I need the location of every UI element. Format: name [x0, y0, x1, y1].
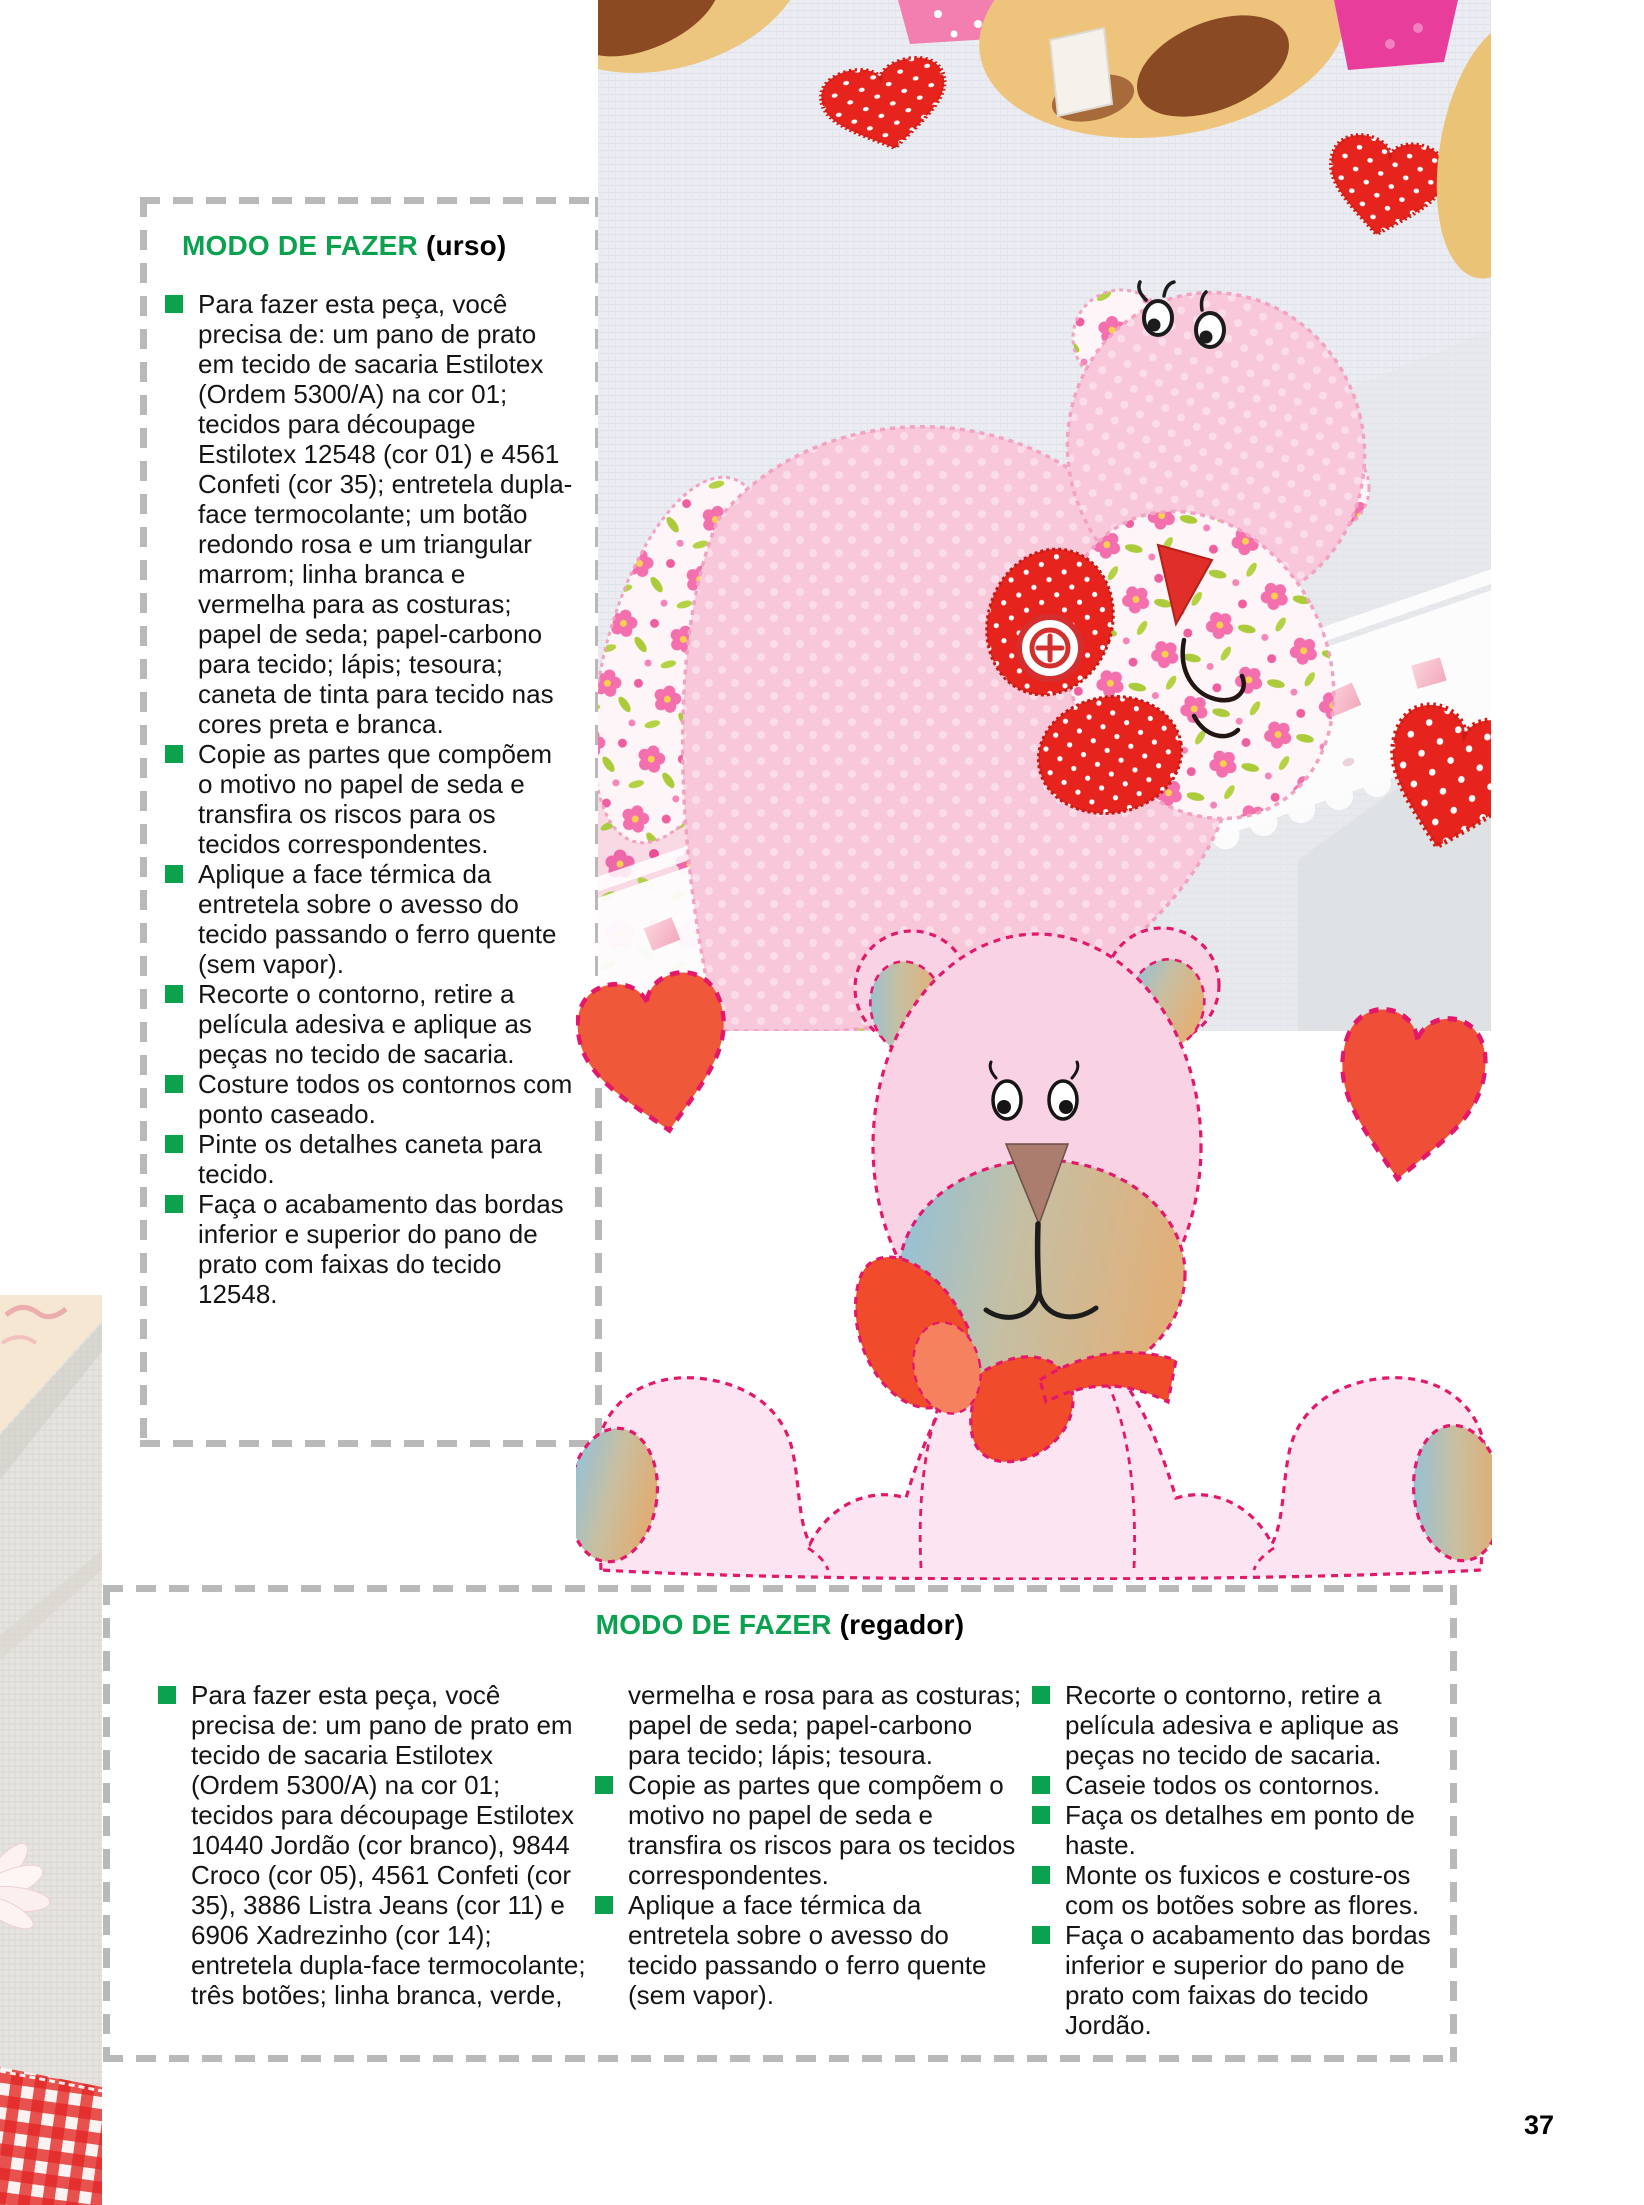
pattern-drawing-bear — [576, 908, 1492, 1580]
pattern-heart-right — [1327, 1004, 1492, 1189]
instruction-text: Faça o acabamento das bordas inferior e superior do pano de prato com faixas do tecido 12548. — [198, 1189, 564, 1309]
instruction-item — [165, 859, 573, 979]
bullet-square-icon — [1032, 1806, 1050, 1824]
bullet-square-icon — [595, 1896, 613, 1914]
instruction-text: Recorte o contorno, retire a película adesiva e aplique as peças no tecido de sacaria. — [198, 979, 532, 1069]
instruction-item-continuation — [595, 1680, 1025, 1770]
title-qualifier: (urso) — [425, 230, 507, 261]
bullet-square-icon — [165, 745, 183, 763]
regador-box-title — [103, 1609, 1457, 1641]
instruction-text: Costure todos os contornos com ponto caseado. — [198, 1069, 573, 1129]
title-qualifier: (regador) — [839, 1609, 965, 1640]
bullet-square-icon — [1032, 1686, 1050, 1704]
instruction-item — [165, 979, 573, 1069]
instruction-item — [1032, 1920, 1455, 2040]
title-text: MODO DE FAZER — [182, 230, 418, 261]
instruction-text: Faça o acabamento das bordas inferior e superior do pano de prato com faixas do tecido Jordão. — [1065, 1920, 1431, 2040]
instruction-text: Faça os detalhes em ponto de haste. — [1065, 1800, 1415, 1860]
instruction-text: Copie as partes que compõem o motivo no papel de seda e transfira os riscos para os tecidos correspondentes. — [198, 739, 553, 859]
instruction-item — [165, 739, 573, 859]
bullet-square-icon — [595, 1776, 613, 1794]
bullet-square-icon — [1032, 1866, 1050, 1884]
urso-instruction-list — [165, 289, 573, 1309]
bullet-square-icon — [165, 1135, 183, 1153]
instruction-item — [595, 1890, 1025, 2010]
instruction-text: Para fazer esta peça, você precisa de: um pano de prato em tecido de sacaria Estilotex (Ordem 5300/A) na cor 01; tecidos para découpage Estilotex 10440 Jordão (cor branco), 9844 Croco (cor 05), 4561 Confeti (cor 35), 3886 Listra Jeans (cor 11) e 6906 Xadrezinho (cor 14); entretela dupla-face termocolante; três botões; linha branca, verde, — [191, 1680, 586, 2010]
instruction-text: Monte os fuxicos e costure-os com os botões sobre as flores. — [1065, 1860, 1420, 1920]
photo-teddy-bear-applique — [598, 0, 1491, 1031]
instruction-text: vermelha e rosa para as costuras; papel de seda; papel-carbono para tecido; lápis; tesoura. — [628, 1680, 1022, 1770]
page-number: 37 — [1524, 2110, 1555, 2140]
instruction-item — [165, 1189, 573, 1309]
instruction-item — [165, 1069, 573, 1129]
instruction-item — [165, 1129, 573, 1189]
instruction-text: Caseie todos os contornos. — [1065, 1770, 1381, 1800]
title-text: MODO DE FAZER — [595, 1609, 832, 1640]
regador-column-1 — [158, 1680, 586, 2010]
instruction-item — [1032, 1860, 1455, 1920]
regador-column-3 — [1032, 1680, 1455, 2040]
regador-column-2 — [595, 1680, 1025, 2010]
instruction-text: Para fazer esta peça, você precisa de: um pano de prato em tecido de sacaria Estilotex (Ordem 5300/A) na cor 01; tecidos para découpage Estilotex 12548 (cor 01) e 4561 Confeti (cor 35); entretela dupla-face termocolante; um botão redondo rosa e um triangular marrom; linha branca e vermelha para as costuras; papel de seda; papel-carbono para tecido; lápis; tesoura; caneta de tinta para tecido nas cores preta e branca. — [198, 289, 573, 739]
instruction-item — [165, 289, 573, 739]
instruction-item — [1032, 1800, 1455, 1860]
bullet-square-icon — [165, 985, 183, 1003]
instruction-item — [595, 1770, 1025, 1890]
bullet-square-icon — [165, 1195, 183, 1213]
instruction-text: Copie as partes que compõem o motivo no papel de seda e transfira os riscos para os tecidos correspondentes. — [628, 1770, 1016, 1890]
pattern-heart-left — [576, 966, 741, 1143]
regador-instruction-box — [103, 1585, 1457, 2062]
bullet-square-icon — [165, 1075, 183, 1093]
instruction-text: Pinte os detalhes caneta para tecido. — [198, 1129, 543, 1189]
instruction-text: Aplique a face térmica da entretela sobre o avesso do tecido passando o ferro quente (sem vapor). — [198, 859, 557, 979]
instruction-item — [1032, 1680, 1455, 1770]
bullet-square-icon — [165, 865, 183, 883]
bullet-square-icon — [158, 1686, 176, 1704]
instruction-item — [1032, 1770, 1455, 1800]
instruction-text: Aplique a face térmica da entretela sobre o avesso do tecido passando o ferro quente (sem vapor). — [628, 1890, 987, 2010]
pink-watering-can-fragment — [1334, 0, 1458, 70]
plush-label-tag — [1050, 28, 1112, 116]
bullet-square-icon — [165, 295, 183, 313]
urso-box-title — [182, 230, 506, 262]
bullet-square-icon — [1032, 1776, 1050, 1794]
striped-button — [1019, 617, 1081, 679]
instruction-item — [158, 1680, 586, 2010]
urso-instruction-box — [140, 197, 602, 1447]
gingham-fabric-corner — [0, 2067, 102, 2205]
bullet-square-icon — [1032, 1926, 1050, 1944]
instruction-text: Recorte o contorno, retire a película adesiva e aplique as peças no tecido de sacaria. — [1065, 1680, 1399, 1770]
photo-strip-left-edge — [0, 1295, 102, 2205]
